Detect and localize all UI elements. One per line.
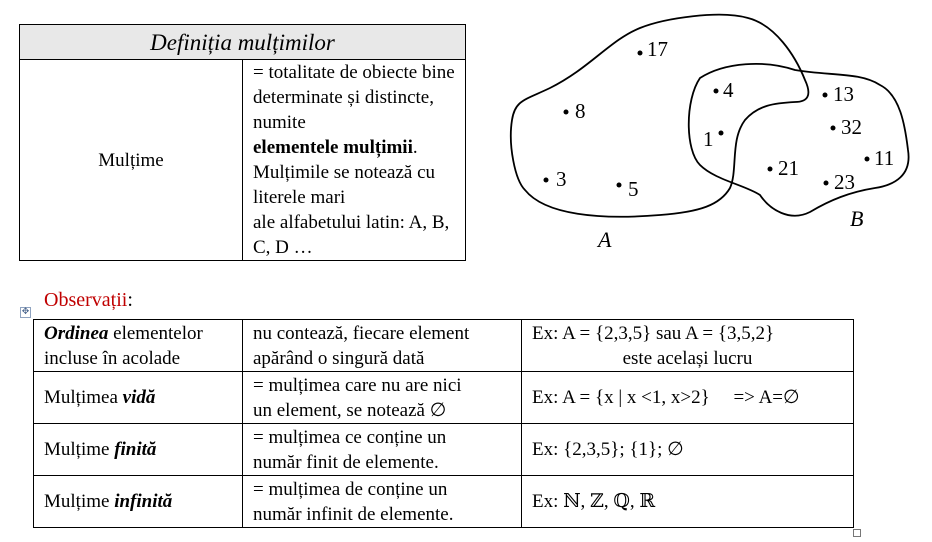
empty-set-term <box>34 372 243 424</box>
venn-diagram <box>500 10 932 260</box>
order-term-line-2: incluse în acolade <box>44 347 181 369</box>
infinite-set-term-emphasis: infinită <box>114 491 173 512</box>
infinite-set-term <box>34 476 243 528</box>
order-example-line-1: Ex: A = {2,3,5} sau A = {3,5,2} <box>532 322 775 344</box>
definition-line-4: Mulțimile se notează cu literele mari <box>253 162 436 208</box>
dot-13 <box>823 93 828 98</box>
infinite-set-term-prefix: Mulțime <box>44 491 115 512</box>
element-8: 8 <box>575 99 586 123</box>
dot-5 <box>617 183 622 188</box>
table-resize-handle[interactable] <box>853 529 861 537</box>
observation-row-order <box>34 320 854 372</box>
observations-title-text: Observații <box>44 289 128 311</box>
observations-title <box>44 289 133 312</box>
set-a-label: A <box>598 227 612 252</box>
dot-3 <box>544 178 549 183</box>
element-11: 11 <box>874 146 895 170</box>
infinite-set-description <box>243 476 522 528</box>
dot-8 <box>564 110 569 115</box>
observation-row-finite <box>34 424 854 476</box>
empty-set-term-emphasis: vidă <box>122 387 156 408</box>
empty-set-term-prefix: Mulțimea <box>44 387 123 408</box>
definition-line-2: determinate și distincte, numite <box>253 87 434 133</box>
order-term-rest: elementelor <box>108 322 203 344</box>
element-32: 32 <box>841 115 862 139</box>
element-23: 23 <box>834 170 855 194</box>
observations-table <box>33 319 854 528</box>
dot-1 <box>719 131 724 136</box>
observation-row-empty <box>34 372 854 424</box>
order-term-emphasis: Ordinea <box>44 322 109 344</box>
element-1: 1 <box>703 127 714 151</box>
set-b-boundary <box>689 64 909 216</box>
infinite-set-description-line-2: număr infinit de elemente. <box>253 503 454 525</box>
element-4: 4 <box>723 78 734 102</box>
finite-set-description-line-1: = mulțimea ce conține un <box>253 426 447 448</box>
table-move-handle-icon[interactable]: ✥ <box>21 307 30 317</box>
definition-line-5: ale alfabetului latin: A, B, C, D … <box>253 212 450 258</box>
infinite-set-description-line-1: = mulțimea de conține un <box>253 478 448 500</box>
dot-11 <box>865 157 870 162</box>
element-13: 13 <box>833 82 854 106</box>
empty-set-description-line-2: un element, se notează ∅ <box>253 399 447 421</box>
observations-title-colon: : <box>127 289 133 311</box>
dot-32 <box>831 126 836 131</box>
element-21: 21 <box>778 156 799 180</box>
finite-set-example: Ex: {2,3,5}; {1}; ∅ <box>522 424 854 476</box>
empty-set-example: Ex: A = {x | x <1, x>2} => A=∅ <box>522 372 854 424</box>
set-b-label: B <box>850 206 864 231</box>
finite-set-term-emphasis: finită <box>114 439 157 460</box>
dot-23 <box>824 181 829 186</box>
order-description <box>243 320 522 372</box>
finite-set-description <box>243 424 522 476</box>
order-example-line-2: este același lucru <box>622 347 753 369</box>
finite-set-term <box>34 424 243 476</box>
dot-17 <box>638 51 643 56</box>
finite-set-description-line-2: număr finit de elemente. <box>253 451 439 473</box>
empty-set-description-line-1: = mulțimea care nu are nici <box>253 374 462 396</box>
definition-table <box>19 24 466 261</box>
definition-title: Definiția mulțimilor <box>20 25 466 60</box>
element-3: 3 <box>556 167 567 191</box>
order-description-line-2: apărând o singură dată <box>253 347 425 369</box>
definition-description <box>243 60 466 261</box>
finite-set-term-prefix: Mulțime <box>44 439 115 460</box>
empty-set-description <box>243 372 522 424</box>
element-17: 17 <box>647 37 668 61</box>
definition-bold-tail: . <box>412 137 418 158</box>
observation-row-infinite <box>34 476 854 528</box>
definition-bold-term: elementele mulțimii <box>253 137 413 158</box>
definition-line-3 <box>253 135 455 160</box>
definition-term: Mulțime <box>20 60 243 261</box>
dot-4 <box>714 89 719 94</box>
order-term-line-1 <box>44 321 232 346</box>
element-5: 5 <box>628 177 639 201</box>
order-example <box>522 320 854 372</box>
order-description-line-1: nu contează, fiecare element <box>253 322 470 344</box>
infinite-set-example: Ex: ℕ, ℤ, ℚ, ℝ <box>522 476 854 528</box>
definition-line-1: = totalitate de obiecte bine <box>253 62 455 83</box>
dot-21 <box>768 167 773 172</box>
order-term <box>34 320 243 372</box>
